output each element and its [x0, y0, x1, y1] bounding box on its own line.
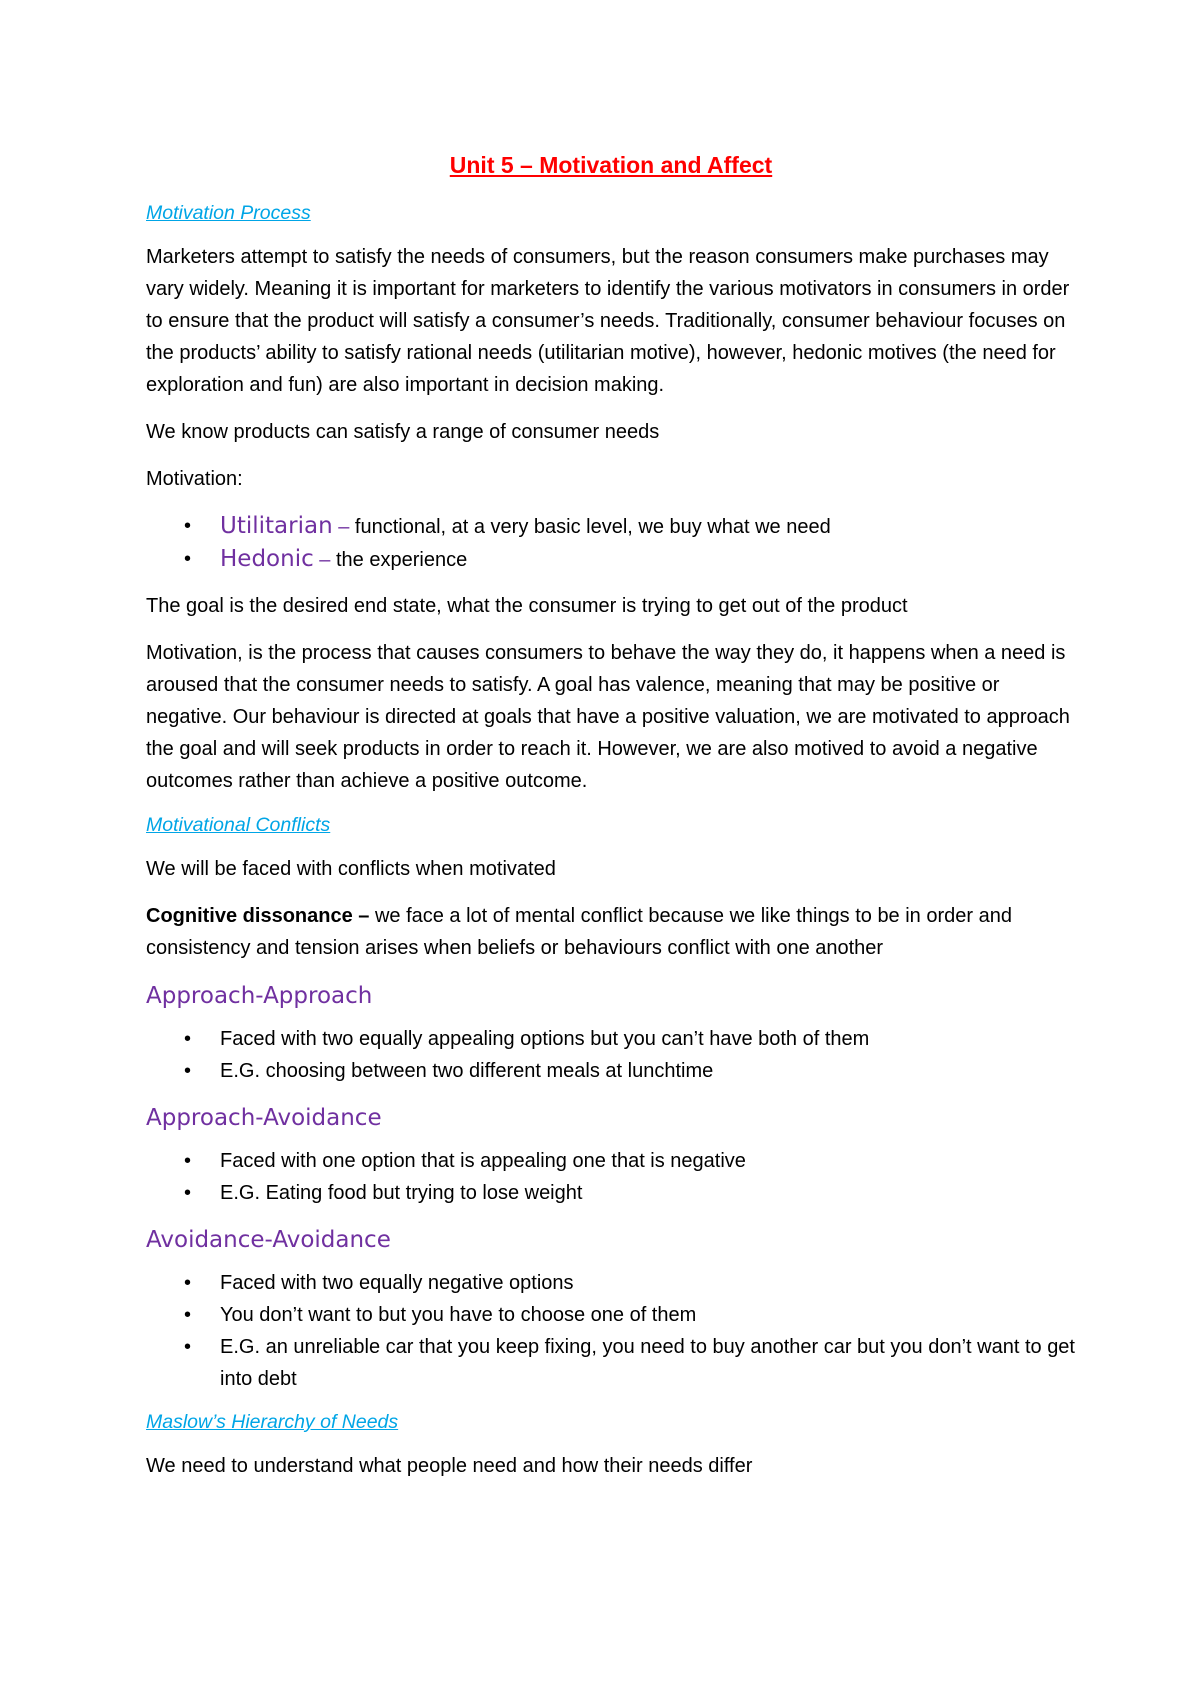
approach-avoidance-list [146, 1145, 1076, 1209]
list-item-text: E.G. choosing between two different meals at lunchtime [220, 1060, 714, 1082]
list-item-text: E.G. an unreliable car that you keep fixing, you need to buy another car but you don’t want to get into debt [220, 1336, 1075, 1390]
paragraph-cognitive-dissonance [146, 900, 1076, 964]
term-hedonic: Hedonic [220, 546, 314, 572]
list-item-text: Faced with two equally negative options [220, 1272, 574, 1294]
bullet-icon: • [184, 515, 192, 537]
term-dash: – [332, 516, 355, 538]
bullet-icon: • [184, 1060, 192, 1082]
term-utilitarian: Utilitarian [220, 513, 333, 539]
document-page [146, 150, 1076, 1497]
list-item [146, 1145, 1076, 1177]
paragraph-motivation-label: Motivation: [146, 468, 243, 490]
bullet-icon: • [184, 1336, 192, 1358]
term-description: the experience [335, 549, 468, 571]
paragraph-marketers: Marketers attempt to satisfy the needs of consumers, but the reason consumers make purchases may vary widely. Meaning it is important for marketers to identify the various motivators in consumers in order to ensure that the product will satisfy a consumer’s needs. Traditionally, consumer behaviour focuses on the products’ ability to satisfy rational needs (utilitarian motive), however, hedonic motives (the need for exploration and fun) are also important in decision making. [146, 246, 1070, 396]
bullet-icon: • [184, 1182, 192, 1204]
bullet-icon: • [184, 1304, 192, 1326]
bullet-icon: • [184, 1150, 192, 1172]
bullet-icon: • [184, 1272, 192, 1294]
list-item [146, 1331, 1076, 1395]
paragraph-motivation-process: Motivation, is the process that causes consumers to behave the way they do, it happens when a need is aroused that the consumer needs to satisfy. A goal has valence, meaning that may be positive or negative. Our behaviour is directed at goals that have a positive valuation, we are motivated to approach the goal and will seek products in order to reach it. However, we are also motived to avoid a negative outcomes rather than achieve a positive outcome. [146, 642, 1070, 792]
bullet-icon: • [184, 1028, 192, 1050]
list-item-hedonic [146, 543, 1076, 576]
list-item-text: Faced with one option that is appealing one that is negative [220, 1150, 746, 1172]
bullet-icon: • [184, 548, 192, 570]
term-description: functional, at a very basic level, we buy what we need [354, 516, 831, 538]
list-item [146, 1299, 1076, 1331]
heading-avoidance-avoidance: Avoidance-Avoidance [146, 1227, 391, 1253]
approach-approach-list [146, 1023, 1076, 1087]
heading-approach-avoidance: Approach-Avoidance [146, 1105, 382, 1131]
paragraph-range-of-needs: We know products can satisfy a range of consumer needs [146, 421, 660, 443]
heading-approach-approach: Approach-Approach [146, 983, 373, 1009]
section-heading-motivational-conflicts[interactable]: Motivational Conflicts [146, 814, 331, 836]
list-item [146, 1267, 1076, 1299]
avoidance-avoidance-list [146, 1267, 1076, 1395]
list-item [146, 1023, 1076, 1055]
page-title: Unit 5 – Motivation and Affect [449, 152, 773, 178]
motivation-types-list [146, 510, 1076, 576]
list-item-text: You don’t want to but you have to choose one of them [220, 1304, 697, 1326]
paragraph-goal: The goal is the desired end state, what the consumer is trying to get out of the product [146, 595, 908, 617]
list-item-text: E.G. Eating food but trying to lose weight [220, 1182, 583, 1204]
paragraph-conflicts: We will be faced with conflicts when motivated [146, 858, 556, 880]
section-heading-maslow[interactable]: Maslow’s Hierarchy of Needs [146, 1411, 399, 1433]
list-item-utilitarian [146, 510, 1076, 543]
section-heading-motivation-process[interactable]: Motivation Process [146, 202, 311, 224]
list-item [146, 1055, 1076, 1087]
cognitive-dissonance-description: we face a lot of mental conflict because we like things to be in order and consistency and tension arises when beliefs or behaviours conflict with one another [146, 905, 1012, 959]
cognitive-dissonance-term: Cognitive dissonance – [146, 905, 370, 927]
paragraph-maslow: We need to understand what people need and how their needs differ [146, 1455, 753, 1477]
list-item [146, 1177, 1076, 1209]
term-dash: – [313, 549, 336, 571]
list-item-text: Faced with two equally appealing options but you can’t have both of them [220, 1028, 870, 1050]
